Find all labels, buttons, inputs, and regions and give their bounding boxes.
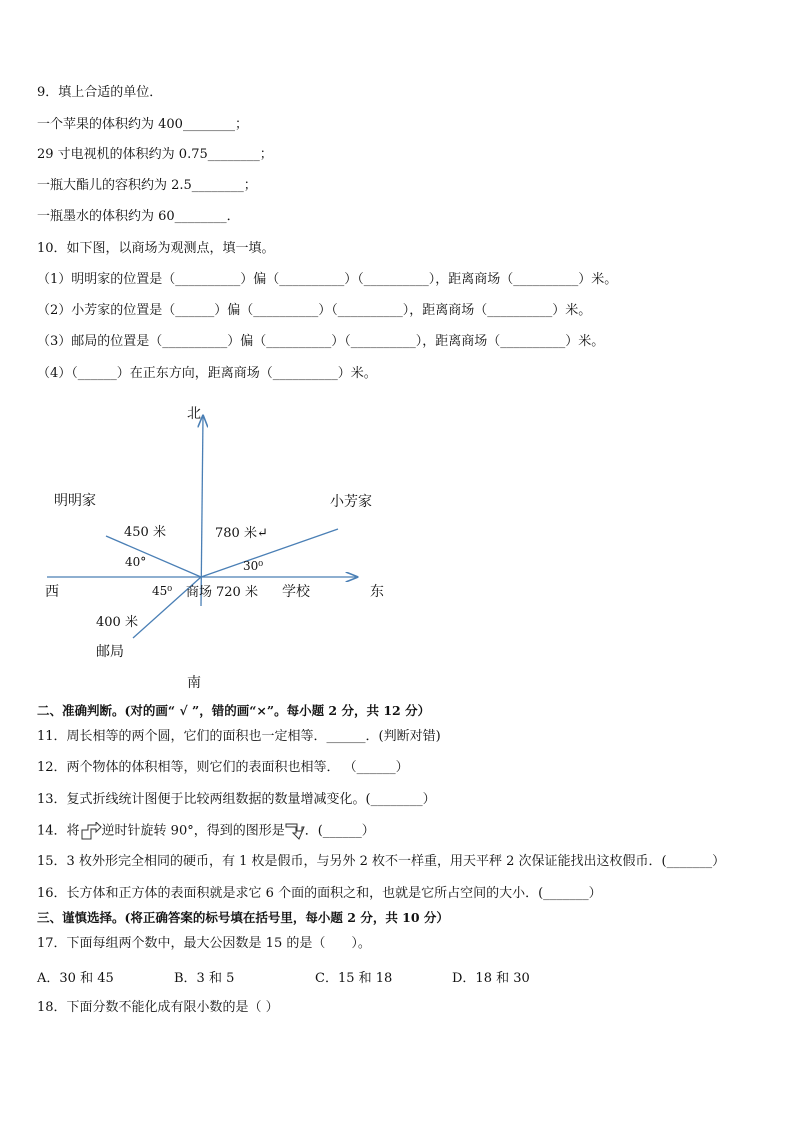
q17-option-c: C．15 和 18 xyxy=(315,971,393,986)
q9-item-1: 一个苹果的体积约为 400________； xyxy=(37,117,248,132)
q9-item-4: 一瓶墨水的体积约为 60________． xyxy=(37,209,240,224)
ray-to-home-a xyxy=(106,536,201,577)
section-choice-heading: 三、谨慎选择。(将正确答案的标号填在括号里，每小题 2 分，共 10 分） xyxy=(37,910,449,925)
q17: 17．下面每组两个数中，最大公因数是 15 的是（ ）。 xyxy=(37,936,371,951)
q17-option-b: B．3 和 5 xyxy=(174,971,235,986)
label-dist-home-b: 780 米↵ xyxy=(215,526,268,541)
q14-part-b: 逆时针旋转 90°，得到的图形是 xyxy=(101,823,285,839)
q14-part-a: 14．将 xyxy=(37,823,80,839)
label-dist-school: 720 米 xyxy=(216,585,258,600)
q10-item-1: （1）明明家的位置是（__________）偏（__________）（__________），距离商场（__________）米。 xyxy=(37,272,618,287)
label-home-a: 明明家 xyxy=(54,493,96,509)
label-north: 北 xyxy=(187,406,201,422)
l-arrow-shape-icon xyxy=(80,822,102,840)
q10-item-2: （2）小芳家的位置是（______）偏（__________）（__________），距离商场（__________）米。 xyxy=(37,303,592,318)
label-post-office: 邮局 xyxy=(96,644,124,660)
q9-title: 9．填上合适的单位． xyxy=(37,85,163,100)
rotated-shape-icon xyxy=(285,822,305,840)
q15: 15．3 枚外形完全相同的硬币，有 1 枚是假币，与另外 2 枚不一样重，用天平秤 2 次保证能找出这枚假币．(_______） xyxy=(37,854,726,869)
q10-item-4: （4）（______）在正东方向，距离商场（__________）米。 xyxy=(37,366,377,381)
label-angle-home-b: 30⁰ xyxy=(243,559,264,573)
label-west: 西 xyxy=(45,584,59,600)
q17-option-a: A．30 和 45 xyxy=(37,971,114,986)
q9-item-2: 29 寸电视机的体积约为 0.75________； xyxy=(37,147,273,162)
label-school: 学校 xyxy=(282,584,310,600)
q18: 18．下面分数不能化成有限小数的是（ ） xyxy=(37,1000,279,1015)
section-judge-heading: 二、准确判断。(对的画“ √ ”，错的画“×”。每小题 2 分，共 12 分） xyxy=(37,703,431,718)
q10-item-3: （3）邮局的位置是（__________）偏（__________）（__________），距离商场（__________）米。 xyxy=(37,334,605,349)
label-dist-post: 400 米 xyxy=(96,615,138,630)
label-center: 商场 xyxy=(186,585,213,600)
q14 xyxy=(37,822,375,841)
q9-item-3: 一瓶大酯儿的容积约为 2.5________； xyxy=(37,178,257,193)
q11: 11．周长相等的两个圆，它们的面积也一定相等．______．(判断对错) xyxy=(37,729,441,744)
q14-part-c: ．(______） xyxy=(304,823,375,839)
label-dist-home-a: 450 米 xyxy=(124,525,166,540)
q10-title: 10．如下图，以商场为观测点，填一填。 xyxy=(37,241,275,256)
label-east: 东 xyxy=(370,584,384,600)
label-south: 南 xyxy=(187,675,201,691)
q16: 16．长方体和正方体的表面积就是求它 6 个面的面积之和，也就是它所占空间的大小．(_______） xyxy=(37,886,602,901)
label-angle-home-a: 40° xyxy=(125,555,147,569)
label-home-b: 小芳家 xyxy=(330,494,372,510)
q12: 12．两个物体的体积相等，则它们的表面积也相等． （______） xyxy=(37,760,409,775)
q13: 13．复式折线统计图便于比较两组数据的数量增减变化。(________） xyxy=(37,792,436,807)
q17-option-d: D．18 和 30 xyxy=(452,971,530,986)
label-angle-post: 45⁰ xyxy=(152,584,173,598)
